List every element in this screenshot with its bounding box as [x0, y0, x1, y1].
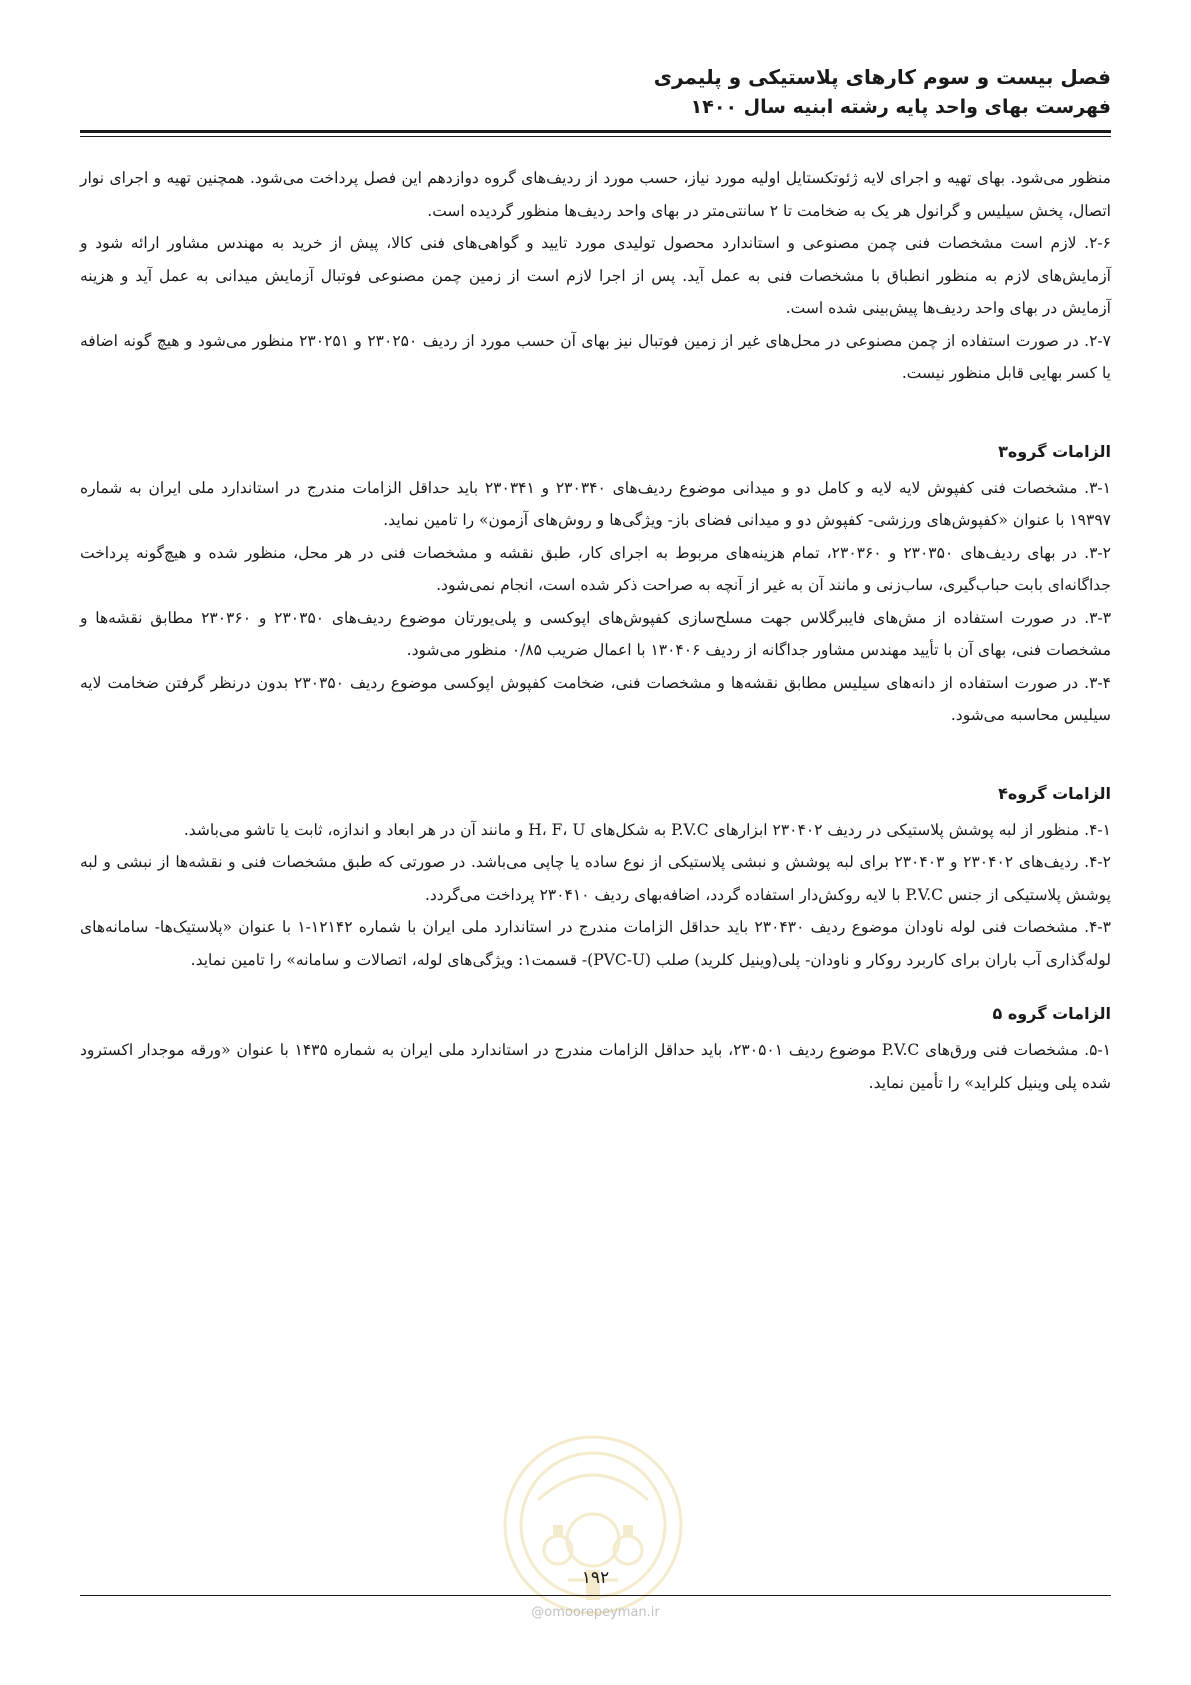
group3-paragraph-3: ۳-۳. در صورت استفاده از مش‌های فایبرگلاس جهت مسلح‌سازی کفپوش‌های اپوکسی و پلی‌یورتان موضوع ردیف‌های ۲۳۰۳۵۰ و ۲۳۰۳۶۰ مطابق نقشه‌ها و مشخصات فنی، بهای آن با تأیید مهندس مشاور جداگانه از ردیف ۱۳۰۴۰۶ با اعمال ضریب ۰/۸۵ منظور می‌شود.	[80, 608, 1112, 659]
header-rule-thin	[80, 136, 1111, 137]
header-rule-thick	[80, 130, 1111, 133]
omoorepeyman-seal-icon	[498, 1430, 688, 1620]
group2-paragraph-6: ۲-۶. لازم است مشخصات فنی چمن مصنوعی و استاندارد محصول تولیدی مورد تایید و گواهی‌های فنی کالا، پیش از خرید به مهندس مشاور ارائه شود و آزمایش‌های لازم به منظور انطباق با مشخصات فنی به عمل آید. پس از اجرا لازم است از زمین چمن مصنوعی فوتبال آزمایش میدانی به عمل آید و هزینه آزمایش در بهای واحد ردیف‌ها پیش‌بینی شده است.	[80, 234, 1111, 317]
list-title: فهرست بهای واحد پایه رشته ابنیه سال ۱۴۰۰	[690, 96, 1111, 118]
group4-heading: الزامات گروه۴	[998, 783, 1111, 803]
document-body	[80, 162, 1111, 1099]
group2-paragraph-continued: منظور می‌شود. بهای تهیه و اجرای لایه ژئوتکستایل اولیه مورد نیاز، حسب مورد از ردیف‌های گروه دوازدهم این فصل پرداخت می‌شود. همچنین تهیه و اجرای نوار اتصال، پخش سیلیس و گرانول هر یک به ضخامت تا ۲ سانتی‌متر در بهای واحد ردیف‌ها منظور گردیده است.	[80, 169, 1111, 220]
group3-paragraph-2: ۳-۲. در بهای ردیف‌های ۲۳۰۳۵۰ و ۲۳۰۳۶۰، تمام هزینه‌های مربوط به اجرای کار، طبق نقشه و مشخصات فنی در هر محل، منظور شده و هیچ‌گونه پرداخت جداگانه‌ای بابت حباب‌گیری، ساب‌زنی و مانند آن به غیر از آنچه به صراحت ذکر شده است، انجام نمی‌شود.	[80, 543, 1111, 594]
group2-paragraph-7: ۲-۷. در صورت استفاده از چمن مصنوعی در محل‌های غیر از زمین فوتبال نیز بهای آن حسب مورد از ردیف ۲۳۰۲۵۰ و ۲۳۰۲۵۱ منظور می‌شود و هیچ گونه اضافه یا کسر بهایی قابل منظور نیست.	[80, 331, 1111, 382]
chapter-title: فصل بیست و سوم کارهای پلاستیکی و پلیمری	[653, 65, 1111, 89]
group4-paragraph-1: ۴-۱. منظور از لبه پوشش پلاستیکی در ردیف ۲۳۰۴۰۲ ابزارهای P.V.C به شکل‌های H، F، U و مانند آن در هر ابعاد و اندازه، ثابت یا تاشو می‌باشد.	[183, 820, 1111, 839]
group4-paragraph-2: ۴-۲. ردیف‌های ۲۳۰۴۰۲ و ۲۳۰۴۰۳ برای لبه پوشش و نبشی پلاستیکی از نوع ساده یا چاپی می‌باشد. در صورتی که طبق مشخصات فنی و نقشه‌ها از نبشی و لبه پوشش پلاستیکی از جنس P.V.C با لایه روکش‌دار استفاده گردد، اضافه‌بهای ردیف ۲۳۰۴۱۰ پرداخت می‌گردد.	[80, 853, 1111, 904]
footer-rule	[80, 1595, 1111, 1596]
group4-paragraph-3: ۴-۳. مشخصات فنی لوله ناودان موضوع ردیف ۲۳۰۴۳۰ باید حداقل الزامات مندرج در استاندارد ملی ایران با شماره ۱۲۱۴۲-۱ با عنوان «پلاستیک‌ها- سامانه‌های لوله‌گذاری آب باران برای کاربرد روکار و ناودان- پلی(وینیل کلرید) صلب (PVC-U)- قسمت۱: ویژگی‌های لوله، اتصالات و سامانه» را تامین نماید.	[80, 918, 1111, 969]
group5-paragraph-1: ۵-۱. مشخصات فنی ورق‌های P.V.C موضوع ردیف ۲۳۰۵۰۱، باید حداقل الزامات مندرج در استاندارد ملی ایران به شماره ۱۴۳۵ با عنوان «ورقه موجدار اکسترود شده پلی وینیل کلراید» را تأمین نماید.	[80, 1041, 1111, 1092]
group3-heading: الزامات گروه۳	[998, 441, 1111, 461]
group3-paragraph-1: ۳-۱. مشخصات فنی کفپوش لایه لایه و کامل دو و میدانی موضوع ردیف‌های ۲۳۰۳۴۰ و ۲۳۰۳۴۱ باید حداقل الزامات مندرج در استاندارد ملی ایران به شماره ۱۹۳۹۷ با عنوان «کفپوش‌های ورزشی- کفپوش دو و میدانی فضای باز- ویژگی‌ها و روش‌های آزمون» را تامین نماید.	[80, 478, 1111, 529]
site-watermark-text: @omoorepeyman.ir	[531, 1605, 660, 1620]
page-header	[80, 62, 1111, 122]
group3-paragraph-4: ۳-۴. در صورت استفاده از دانه‌های سیلیس مطابق نقشه‌ها و مشخصات فنی، ضخامت کفپوش اپوکسی موضوع ردیف ۲۳۰۳۵۰ بدون درنظر گرفتن ضخامت لایه سیلیس محاسبه می‌شود.	[80, 673, 1111, 724]
group5-heading: الزامات گروه ۵	[992, 1004, 1111, 1023]
page-number: ۱۹۲	[581, 1568, 610, 1588]
